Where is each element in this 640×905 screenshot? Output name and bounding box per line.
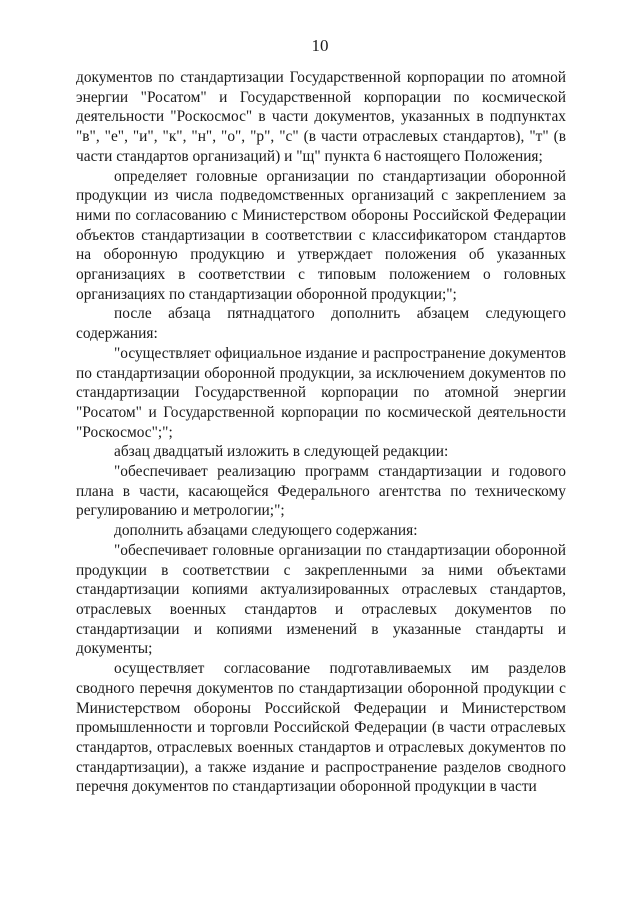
document-body [76,68,566,797]
page-number: 10 [311,36,329,55]
paragraph: "осуществляет официальное издание и распространение документов по стандартизации оборонной продукции, за исключением документов по стандартизации Государственной корпорации по атомной энергии "Росатом" и Государственной корпорации по космической деятельности "Роскосмос";"; [76,344,566,441]
paragraph: дополнить абзацами следующего содержания: [114,522,418,540]
paragraph: "обеспечивает головные организации по стандартизации оборонной продукции в соответствии с закрепленными за ними объектами стандартизации копиями актуализированных отраслевых стандартов, отраслевых военных стандартов и отраслевых документов по стандартизации и копиями изменений в указанные стандарты и документы; [76,541,566,658]
paragraph: абзац двадцатый изложить в следующей редакции: [114,443,449,461]
paragraph: после абзаца пятнадцатого дополнить абзацем следующего содержания: [76,305,566,343]
paragraph: документов по стандартизации Государственной корпорации по атомной энергии "Росатом" и Государственной корпорации по космической деятельности "Роскосмос" в части документов, указанных в подпунктах "в", "е", "и", "к", "н", "о", "р", "с" (в части отраслевых стандартов), "т" (в части стандартов организаций) и "щ" пункта 6 настоящего Положения; [76,69,566,165]
paragraph: "обеспечивает реализацию программ стандартизации и годового плана в части, касающейся Федерального агентства по техническому регулированию и метрологии;"; [76,463,566,520]
paragraph: определяет головные организации по стандартизации оборонной продукции из числа подведомственных организаций с закреплением за ними по согласованию с Министерством обороны Российской Федерации объектов стандартизации в соответствии с классификатором стандартов на оборонную продукцию и утверждает положения об указанных организациях в соответствии с типовым положением о головных организациях по стандартизации оборонной продукции;"; [76,167,566,303]
paragraph: осуществляет согласование подготавливаемых им разделов сводного перечня документов по стандартизации оборонной продукции с Министерством обороны Российской Федерации и Министерством промышленности и торговли Российской Федерации (в части отраслевых стандартов, отраслевых военных стандартов и отраслевых документов по стандартизации), а также издание и распространение разделов сводного перечня документов по стандартизации оборонной продукции в части [76,660,566,796]
